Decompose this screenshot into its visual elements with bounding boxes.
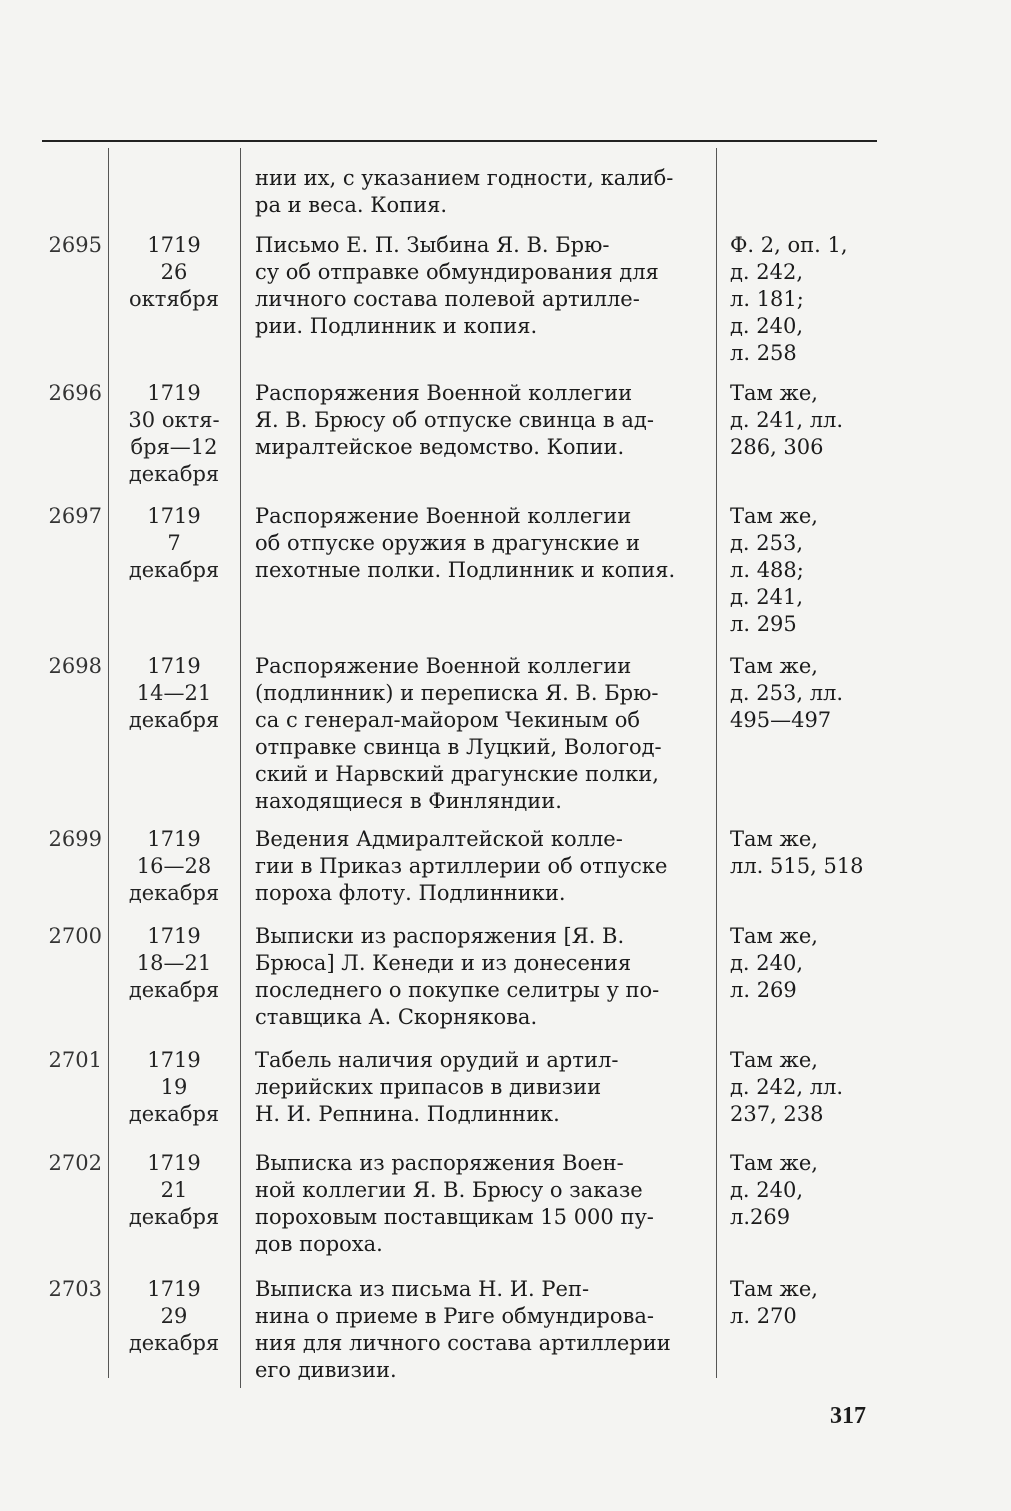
entry-description: Ведения Адмиралтейской колле- гии в Приказ артиллерии об отпуске пороха флоту. Подлинники.	[255, 827, 668, 905]
entry-description: нии их, с указанием годности, калиб- ра и веса. Копия.	[255, 166, 674, 217]
entry-number: 2695	[48, 233, 102, 257]
entry-date: 1719 29 декабря	[128, 1277, 220, 1355]
entry-number: 2696	[48, 381, 102, 405]
entry-reference: Там же, д. 240, л. 269	[730, 924, 818, 1002]
entry-reference: Там же, д. 253, лл. 495—497	[730, 654, 844, 732]
column-divider-2	[240, 148, 241, 1388]
entry-reference: Там же, д. 242, лл. 237, 238	[730, 1048, 844, 1126]
entry-description: Распоряжения Военной коллегии Я. В. Брюсу об отпуске свинца в ад- миралтейское ведомство. Копии.	[255, 381, 654, 459]
entry-reference: Ф. 2, оп. 1, д. 242, л. 181; д. 240, л. 258	[730, 233, 848, 365]
entry-number: 2702	[48, 1151, 102, 1175]
entry-description: Выписка из письма Н. И. Реп- нина о приеме в Риге обмундирова- ния для личного состава артиллерии его дивизии.	[255, 1277, 671, 1382]
entry-number: 2697	[48, 504, 102, 528]
entry-number: 2701	[48, 1048, 102, 1072]
entry-date: 1719 26 октября	[129, 233, 219, 311]
entry-date: 1719 30 октя- бря—12 декабря	[128, 381, 220, 486]
entry-description: Табель наличия орудий и артил- лерийских припасов в дивизии Н. И. Репнина. Подлинник.	[255, 1048, 619, 1126]
entry-description: Распоряжение Военной коллегии об отпуске оружия в драгунские и пехотные полки. Подлинник и копия.	[255, 504, 676, 582]
entry-number: 2699	[48, 827, 102, 851]
top-rule	[42, 140, 877, 142]
entry-reference: Там же, д. 253, л. 488; д. 241, л. 295	[730, 504, 818, 636]
entry-description: Распоряжение Военной коллегии (подлинник) и переписка Я. В. Брю- са с генерал-майором Чекиным об отправке свинца в Луцкий, Вологод- ский и Нарвский драгунские полки, находящиеся в Финляндии.	[255, 654, 662, 813]
entry-reference: Там же, д. 240, л.269	[730, 1151, 818, 1229]
entry-description: Выписки из распоряжения [Я. В. Брюса] Л. Кенеди и из донесения последнего о покупке селитры у по- ставщика А. Скорнякова.	[255, 924, 660, 1029]
entry-reference: Там же, л. 270	[730, 1277, 818, 1328]
entry-date: 1719 19 декабря	[128, 1048, 220, 1126]
entry-date: 1719 14—21 декабря	[128, 654, 220, 732]
entry-date: 1719 18—21 декабря	[128, 924, 220, 1002]
column-divider-1	[108, 148, 109, 1378]
entry-description: Письмо Е. П. Зыбина Я. В. Брю- су об отправке обмундирования для личного состава полевой артилле- рии. Подлинник и копия.	[255, 233, 659, 338]
entry-number: 2698	[48, 654, 102, 678]
entry-date: 1719 21 декабря	[128, 1151, 220, 1229]
entry-date: 1719 16—28 декабря	[128, 827, 220, 905]
entry-reference: Там же, д. 241, лл. 286, 306	[730, 381, 844, 459]
entry-description: Выписка из распоряжения Воен- ной коллегии Я. В. Брюсу о заказе пороховым поставщикам 15 000 пу- дов пороха.	[255, 1151, 654, 1256]
entry-number: 2703	[48, 1277, 102, 1301]
entry-date: 1719 7 декабря	[128, 504, 220, 582]
entry-reference: Там же, лл. 515, 518	[730, 827, 864, 878]
column-divider-3	[716, 148, 717, 1378]
page-number: 317	[830, 1403, 866, 1429]
entry-number: 2700	[48, 924, 102, 948]
